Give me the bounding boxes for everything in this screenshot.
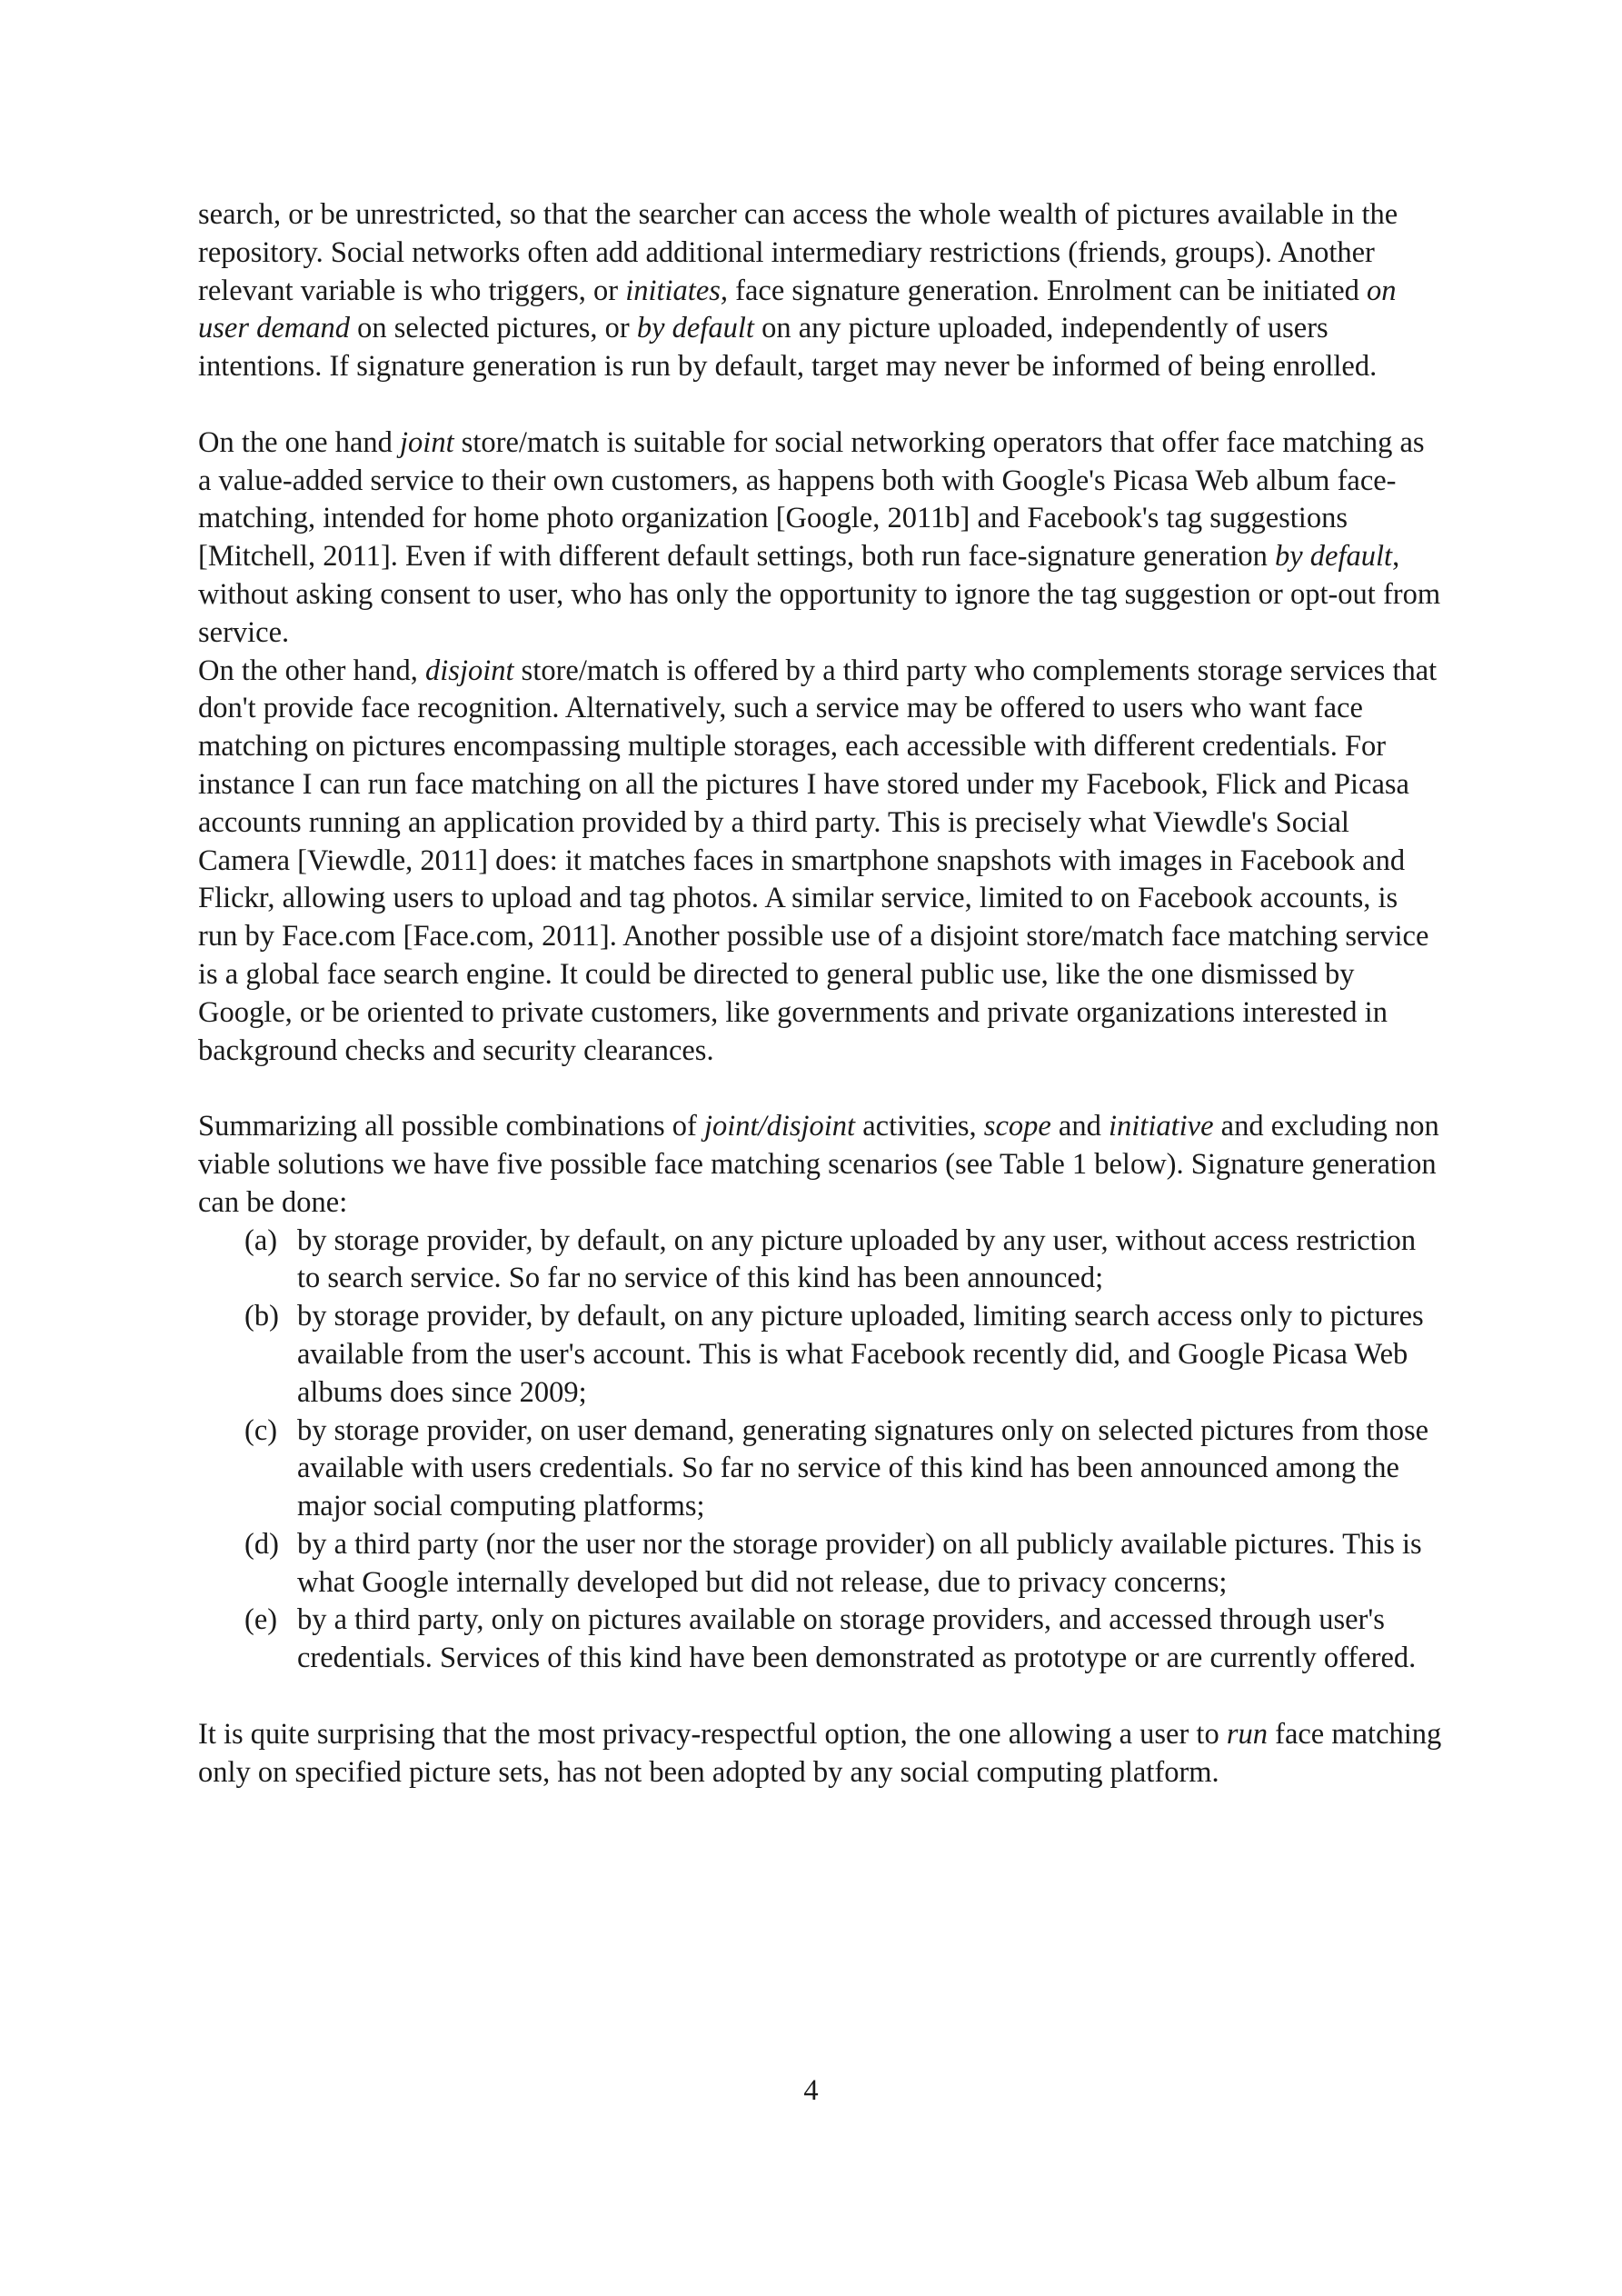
text-run: store/match is offered by a third party who complements storage services that don't provide face recognition. Alternatively, such a service may be offered to users who want face matching on pictures encompassing multiple storages, each accessible with different credentials. For instance I can run face matching on all the pictures I have stored under my Facebook, Flick and Picasa accounts running an application provided by a third party. This is precisely what Viewdle's Social Camera [Viewdle, 2011] does: it matches faces in smartphone snapshots with images in Facebook and Flickr, allowing users to upload and tag photos. A similar service, limited to on Facebook accounts, is run by Face.com [Face.com, 2011]. Another possible use of a disjoint store/match face matching service is a global face search engine. It could be directed to general public use, like the one dismissed by Google, or be oriented to private customers, like governments and private organizations interested in background checks and security clearances. <box>198 654 1438 1067</box>
italic-text-run: initiative <box>1108 1110 1214 1143</box>
text-run: On the other hand, <box>198 654 426 687</box>
text-run: on any picture uploaded, independently of users intentions. If signature generation is run by default, target may never be informed of being enrolled. <box>198 312 1378 384</box>
text-run: and excluding non viable solutions we have five possible face matching scenarios (see Table 1 below). Signature generation can be done: <box>198 1110 1439 1219</box>
text-run: , without asking consent to user, who has only the opportunity to ignore the tag suggestion or opt-out from service. <box>198 540 1441 649</box>
text-run: face matching only on specified picture sets, has not been adopted by any social computing platform. <box>198 1717 1442 1789</box>
paragraph-conclusion <box>198 1716 1443 1792</box>
text-run: It is quite surprising that the most privacy-respectful option, the one allowing a user to <box>198 1717 1227 1751</box>
paragraph-joint-store-match <box>198 424 1443 653</box>
list-item <box>198 1526 1443 1602</box>
italic-text-run: joint <box>400 425 454 459</box>
list-item-label: (c) <box>244 1413 278 1447</box>
paragraph-gap <box>198 1070 1443 1108</box>
list-item-text: by storage provider, on user demand, generating signatures only on selected pictures from those available with users credentials. So far no service of this kind has been announced among the major social computing platforms; <box>297 1413 1429 1523</box>
text-run: search, or be unrestricted, so that the searcher can access the whole wealth of pictures available in the repository. Social networks often add additional intermediary restrictions (friends, groups). Another relevant variable is who triggers, or <box>198 198 1398 307</box>
text-run: store/match is suitable for social networking operators that offer face matching as a value-added service to their own customers, as happens both with Google's Picasa Web album face-matching, intended for home photo organization [Google, 2011b] and Facebook's tag suggestions [Mitchell, 2011]. Even if with different default settings, both run face-signature generation <box>198 425 1425 574</box>
italic-text-run: scope <box>983 1110 1051 1143</box>
list-item-text: by storage provider, by default, on any picture uploaded, limiting search access only to pictures available from the user's account. This is what Facebook recently did, and Google Picasa Web albums does since 2009; <box>297 1300 1424 1409</box>
list-item <box>198 1223 1443 1299</box>
text-run: on selected pictures, or <box>350 312 637 345</box>
page-number: 4 <box>803 2074 819 2107</box>
paragraph-gap <box>198 386 1443 424</box>
text-run: On the one hand <box>198 425 401 459</box>
list-item-text: by a third party, only on pictures available on storage providers, and accessed through user's credentials. Services of this kind have been demonstrated as prototype or are currently offered. <box>297 1603 1417 1675</box>
list-item-label: (b) <box>244 1300 279 1333</box>
list-item-label: (e) <box>244 1603 278 1637</box>
paragraph-scope-initiative <box>198 196 1443 386</box>
italic-text-run: disjoint <box>425 654 514 687</box>
italic-text-run: joint/disjoint <box>703 1110 856 1143</box>
italic-text-run: run <box>1226 1717 1268 1751</box>
list-item-text: by storage provider, by default, on any picture uploaded by any user, without access restriction to search service. So far no service of this kind has been announced; <box>297 1223 1417 1295</box>
paragraph-disjoint-store-match <box>198 653 1443 1071</box>
italic-text-run: by default <box>1274 540 1393 574</box>
text-run: and <box>1050 1110 1109 1143</box>
paragraph-summary <box>198 1108 1443 1222</box>
italic-text-run: by default <box>636 312 754 345</box>
list-item-label: (d) <box>244 1527 279 1561</box>
document-page <box>198 196 1443 1792</box>
italic-text-run: on user demand <box>198 274 1397 345</box>
italic-text-run: initiates, <box>625 274 729 307</box>
text-run: Summarizing all possible combinations of <box>198 1110 704 1143</box>
list-item-text: by a third party (nor the user nor the storage provider) on all publicly available pictures. This is what Google internally developed but did not release, due to privacy concerns; <box>297 1527 1422 1599</box>
list-item-label: (a) <box>244 1223 278 1257</box>
scenario-list <box>198 1223 1443 1679</box>
text-run: face signature generation. Enrolment can be initiated <box>728 274 1368 307</box>
list-item <box>198 1602 1443 1678</box>
list-item <box>198 1413 1443 1526</box>
paragraph-gap <box>198 1678 1443 1716</box>
list-item <box>198 1298 1443 1412</box>
text-run: activities, <box>855 1110 984 1143</box>
